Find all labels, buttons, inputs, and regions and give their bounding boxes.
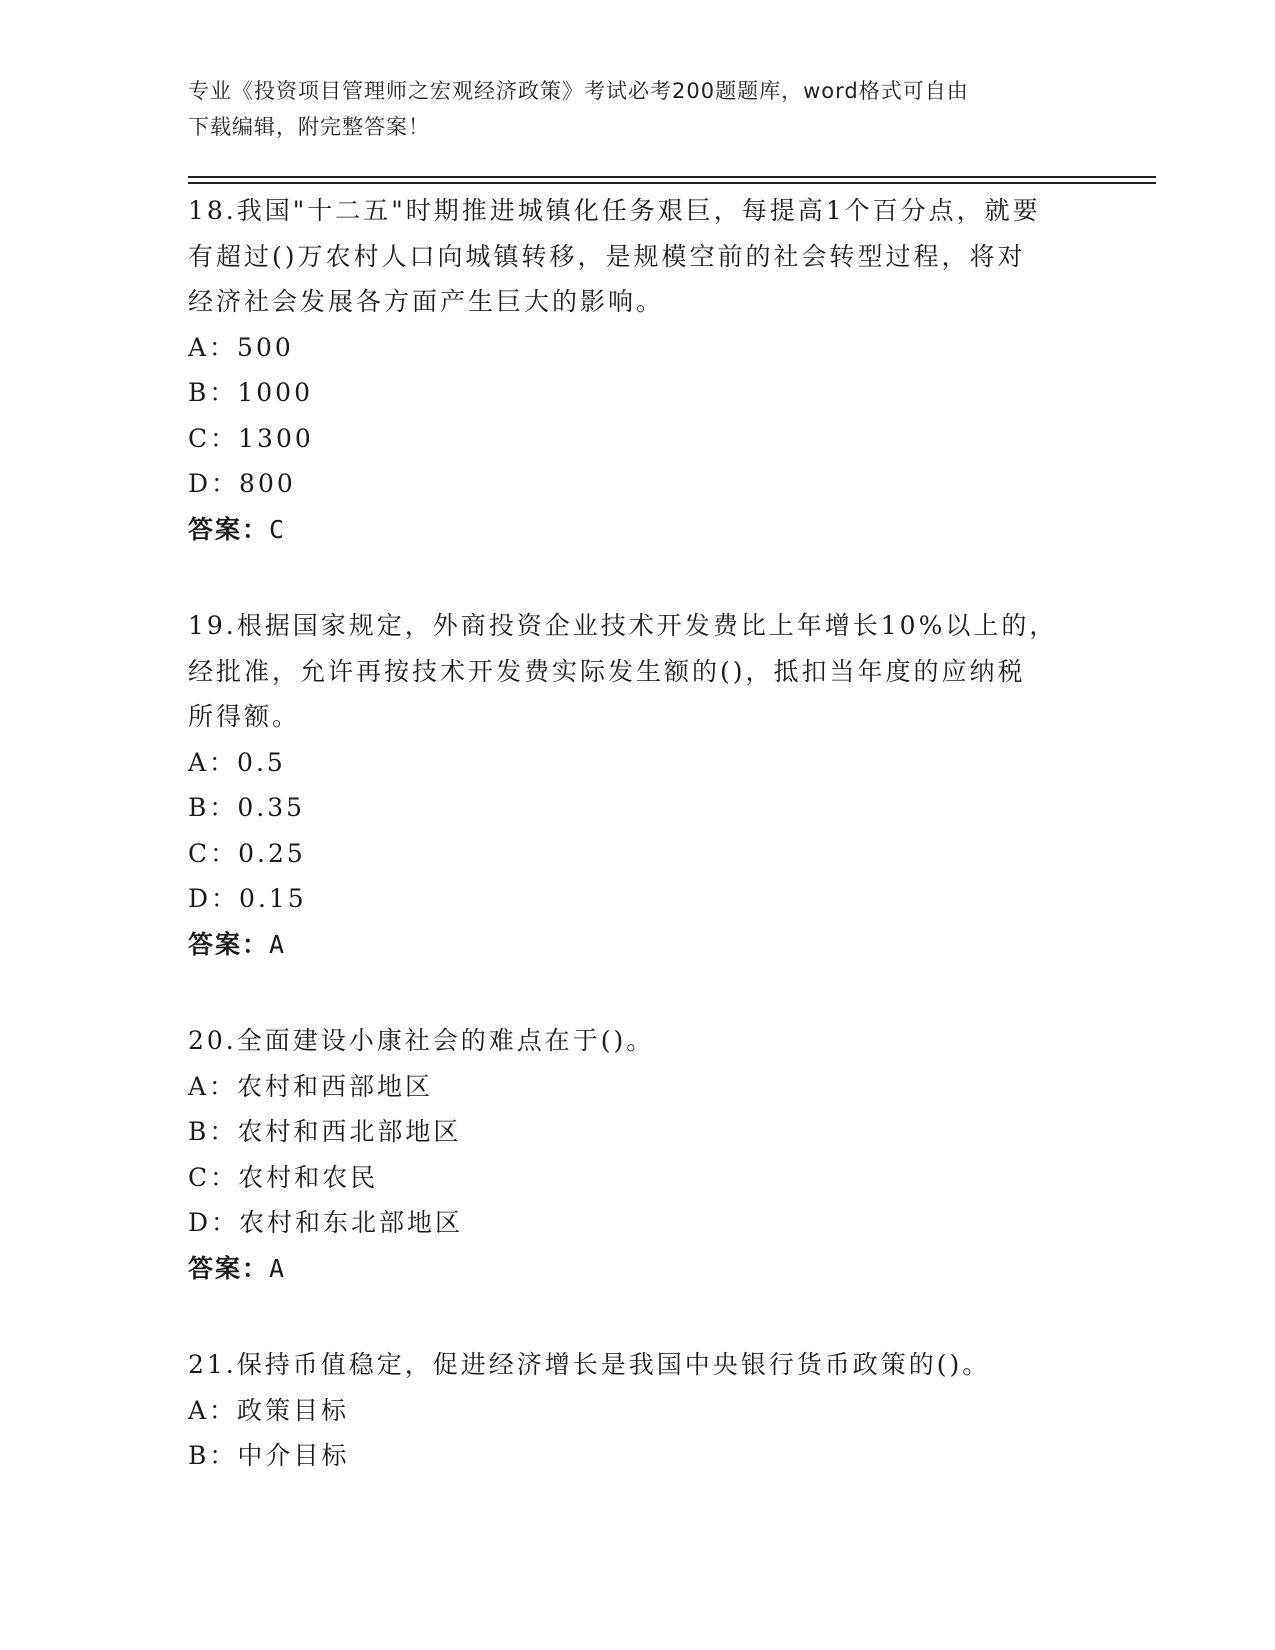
question-21 bbox=[188, 1342, 1088, 1479]
answer-label: 答案： bbox=[188, 514, 270, 544]
option-a: A：500 bbox=[188, 332, 294, 362]
option-a: A：政策目标 bbox=[188, 1395, 350, 1425]
header-rule-top bbox=[188, 176, 1156, 178]
option-a: A：农村和西部地区 bbox=[188, 1071, 434, 1101]
question-list bbox=[188, 188, 1088, 1530]
header-rule-bottom bbox=[188, 182, 1156, 184]
option-b: B：0.35 bbox=[188, 793, 306, 822]
document-header bbox=[188, 73, 1068, 145]
question-stem-line: 所得额。 bbox=[188, 702, 301, 731]
option-d: D：农村和东北部地区 bbox=[188, 1208, 464, 1237]
question-stem-line: 19.根据国家规定，外商投资企业技术开发费比上年增长10%以上的， bbox=[188, 611, 1058, 640]
answer-label: 答案： bbox=[188, 929, 270, 959]
option-c: C：农村和农民 bbox=[188, 1162, 379, 1192]
question-stem-line: 18.我国"十二五"时期推进城镇化任务艰巨，每提高1个百分点，就要 bbox=[188, 196, 1041, 225]
question-stem-line: 21.保持币值稳定，促进经济增长是我国中央银行货币政策的()。 bbox=[188, 1350, 991, 1379]
question-18 bbox=[188, 188, 1088, 552]
answer-value: A bbox=[269, 1253, 287, 1283]
question-20 bbox=[188, 1018, 1088, 1291]
question-stem-line: 20.全面建设小康社会的难点在于()。 bbox=[188, 1026, 655, 1055]
header-line-2: 下载编辑，附完整答案！ bbox=[188, 115, 430, 139]
option-c: C：0.25 bbox=[188, 838, 306, 868]
answer-value: C bbox=[269, 514, 287, 544]
question-19 bbox=[188, 603, 1088, 967]
option-b: B：1000 bbox=[188, 378, 313, 407]
option-b: B：中介目标 bbox=[188, 1441, 350, 1470]
option-d: D：800 bbox=[188, 469, 296, 498]
question-stem-line: 经批准，允许再按技术开发费实际发生额的()，抵扣当年度的应纳税 bbox=[188, 656, 1026, 686]
option-c: C：1300 bbox=[188, 423, 314, 453]
answer bbox=[188, 1246, 1088, 1292]
option-a: A：0.5 bbox=[188, 747, 286, 777]
answer-label: 答案： bbox=[188, 1253, 270, 1283]
answer bbox=[188, 507, 1088, 553]
question-stem-line: 有超过()万农村人口向城镇转移，是规模空前的社会转型过程，将对 bbox=[188, 241, 1026, 271]
answer-value: A bbox=[269, 929, 287, 959]
header-line-1: 专业《投资项目管理师之宏观经济政策》考试必考200题题库，word格式可自由 bbox=[188, 79, 969, 103]
question-stem-line: 经济社会发展各方面产生巨大的影响。 bbox=[188, 287, 665, 316]
option-b: B：农村和西北部地区 bbox=[188, 1117, 462, 1146]
answer bbox=[188, 922, 1088, 968]
option-d: D：0.15 bbox=[188, 884, 307, 913]
